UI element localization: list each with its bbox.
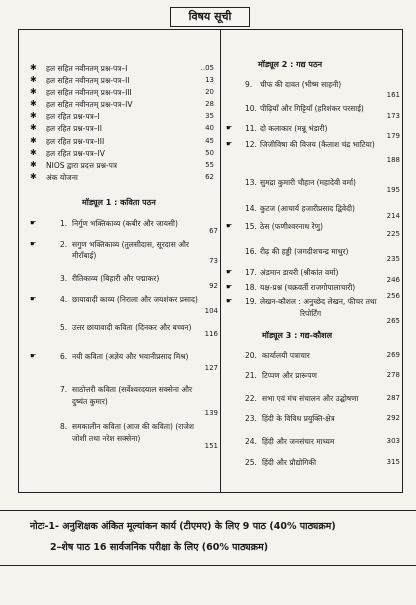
toc-entry-text: NIOS द्वारा प्रदत्त प्रश्न-पत्र — [46, 161, 118, 170]
lesson-title: टिप्पण और प्रारूपण — [262, 371, 317, 380]
lesson-title: छायावादी काव्य (निराला और जयशंकर प्रसाद) — [72, 295, 198, 304]
lesson-number: 6. — [60, 352, 68, 361]
star-icon: ✱ — [30, 148, 37, 157]
toc-entry-page: 55 — [205, 161, 214, 169]
lesson-title: जिजीविषा की विजय (कैलाश चंद्र भाटिया) — [260, 140, 375, 149]
lesson-number: 4. — [60, 295, 68, 304]
pointing-hand-icon: ☛ — [226, 124, 233, 132]
lesson-number: 20. — [245, 351, 257, 360]
toc-entry-page: 13 — [205, 76, 214, 84]
lesson-number: 2. — [60, 240, 68, 249]
star-icon: ✱ — [30, 136, 37, 145]
star-icon: ✱ — [30, 87, 37, 96]
note-divider-top — [0, 510, 416, 511]
lesson-page: 92 — [209, 282, 218, 290]
pointing-hand-icon: ☛ — [30, 240, 37, 248]
lesson-page: 303 — [386, 437, 400, 445]
column-divider — [220, 29, 221, 493]
lesson-number: 23. — [245, 414, 257, 423]
module-2-heading: मॉड्यूल 2 : गद्य पठन — [258, 60, 323, 69]
lesson-page: 73 — [209, 257, 218, 265]
lesson-title: अंडमान डायरी (श्रीकांत वर्मा) — [260, 268, 339, 277]
lesson-page: 235 — [386, 255, 400, 263]
lesson-number: 15. — [245, 222, 257, 231]
lesson-number: 21. — [245, 371, 257, 380]
toc-entry-page: 45 — [205, 137, 214, 145]
pointing-hand-icon: ☛ — [226, 297, 233, 305]
lesson-page: 104 — [204, 307, 218, 315]
lesson-title: सुमद्रा कुमारी चौहान (महादेवी वर्मा) — [260, 178, 356, 187]
star-icon: ✱ — [30, 160, 37, 169]
lesson-page: 315 — [386, 458, 400, 466]
toc-entry-text: हल सहित नवीनतम् प्रश्न-पत्र–III — [46, 88, 132, 97]
lesson-page: 246 — [386, 276, 400, 284]
pointing-hand-icon: ☛ — [226, 268, 233, 276]
lesson-title: साठोत्तरी कविता (सर्वेश्वरदयाल सक्सेना और — [72, 385, 193, 394]
toc-entry-page: 20 — [205, 88, 214, 96]
star-icon: ✱ — [30, 172, 37, 181]
lesson-title: मीराँबाई) — [72, 251, 97, 260]
lesson-number: 5. — [60, 323, 68, 332]
lesson-page: 225 — [386, 230, 400, 238]
lesson-title: निर्गुण भक्तिकाव्य (कबीर और जायसी) — [72, 219, 178, 228]
lesson-number: 8. — [60, 422, 68, 431]
toc-title: विषय सूची — [170, 7, 250, 27]
toc-entry-page: 62 — [205, 173, 214, 181]
toc-entry-text: हल रहित प्रश्न-पत्र–I — [46, 112, 100, 121]
note-line-1: नोटः-1- अनुशिक्षक अंकित मूल्यांकन कार्य (टीएमए) के लिए 9 पाठ (40% पाठ्यक्रम) — [30, 521, 336, 532]
lesson-page: 127 — [204, 364, 218, 372]
module-3-heading: मॉड्यूल 3 : गद्य-कौशल — [262, 331, 333, 340]
lesson-page: 116 — [204, 330, 218, 338]
lesson-page: 265 — [386, 317, 400, 325]
lesson-number: 17. — [245, 268, 257, 277]
pointing-hand-icon: ☛ — [226, 283, 233, 291]
lesson-page: 151 — [204, 442, 218, 450]
lesson-title: रीतिकाव्य (बिहारी और पद्माकर) — [72, 274, 160, 283]
lesson-number: 14. — [245, 204, 257, 213]
toc-entry-page: 28 — [205, 100, 214, 108]
lesson-title: लेखन-कौशल : अनुच्छेद लेखन, फीचर तथा — [260, 297, 377, 306]
toc-entry-page: 35 — [205, 112, 214, 120]
star-icon: ✱ — [30, 63, 37, 72]
lesson-title: नयी कविता (अज्ञेय और भवानीप्रसाद मिश्र) — [72, 352, 189, 361]
note-line-2: 2–शेष पाठ 16 सार्वजनिक परीक्षा के लिए (60% पाठ्यक्रम) — [50, 542, 269, 553]
toc-entry-page: 50 — [205, 149, 214, 157]
lesson-title: रिपोर्टिंग — [300, 309, 322, 318]
lesson-page: 292 — [386, 414, 400, 422]
pointing-hand-icon: ☛ — [226, 140, 233, 148]
lesson-title: यक्ष-प्रश्न (चक्रवर्ती राजगोपालाचारी) — [260, 283, 356, 292]
lesson-number: 11. — [245, 124, 257, 133]
lesson-page: 179 — [386, 132, 400, 140]
lesson-number: 9. — [245, 80, 253, 89]
pointing-hand-icon: ☛ — [30, 352, 37, 360]
toc-entry-text: हल सहित नवीनतम् प्रश्न-पत्र–II — [46, 76, 130, 85]
toc-entry-text: हल रहित प्रश्न-पत्र–III — [46, 137, 105, 146]
lesson-title: दुष्यंत कुमार) — [72, 397, 108, 406]
toc-entry-text: हल सहित नवीनतम् प्रश्न-पत्र–IV — [46, 100, 133, 109]
lesson-page: 287 — [386, 394, 400, 402]
lesson-number: 16. — [245, 247, 257, 256]
lesson-title: समकालीन कविता (आज की कविता) (राजेश — [72, 422, 194, 431]
toc-entry-page: 40 — [205, 124, 214, 132]
lesson-title: चीफ की दावत (भीष्म साहनी) — [260, 80, 342, 89]
lesson-page: 188 — [386, 156, 400, 164]
lesson-page: 256 — [386, 292, 400, 300]
star-icon: ✱ — [30, 111, 37, 120]
lesson-number: 3. — [60, 274, 68, 283]
lesson-title: सभा एवं मंच संचालन और उद्घोषणा — [262, 394, 359, 403]
lesson-page: 269 — [386, 351, 400, 359]
lesson-page: 161 — [386, 91, 400, 99]
star-icon: ✱ — [30, 75, 37, 84]
lesson-title: सगुण भक्तिकाव्य (तुलसीदास, सूरदास और — [72, 240, 189, 249]
lesson-title: कार्यालयी पत्राचार — [262, 351, 310, 360]
lesson-title: ठेस (फणीश्वरनाथ रेणु) — [260, 222, 324, 231]
pointing-hand-icon: ☛ — [30, 219, 37, 227]
lesson-title: हिंदी के विविध प्रयुक्ति-क्षेत्र — [262, 414, 335, 423]
lesson-page: 67 — [209, 227, 218, 235]
lesson-number: 7. — [60, 385, 68, 394]
lesson-page: 173 — [386, 112, 400, 120]
star-icon: ✱ — [30, 99, 37, 108]
lesson-title: जोशी तथा नरेश सक्सेना) — [72, 434, 141, 443]
lesson-number: 10. — [245, 104, 257, 113]
lesson-page: 195 — [386, 186, 400, 194]
lesson-title: उत्तर छायावादी कविता (दिनकर और बच्चन) — [72, 323, 192, 332]
lesson-page: 214 — [386, 212, 400, 220]
lesson-title: कुटज (आचार्य हजारीप्रसाद द्विवेदी) — [260, 204, 355, 213]
lesson-title: दो कलाकार (मन्नू भंडारी) — [260, 124, 328, 133]
lesson-number: 1. — [60, 219, 68, 228]
toc-entry-text: अंक योजना — [46, 173, 78, 182]
toc-entry-text: हल रहित प्रश्न-पत्र–II — [46, 124, 102, 133]
pointing-hand-icon: ☛ — [226, 222, 233, 230]
toc-entry-page: ..05 — [200, 64, 214, 72]
lesson-number: 22. — [245, 394, 257, 403]
pointing-hand-icon: ☛ — [30, 295, 37, 303]
lesson-number: 25. — [245, 458, 257, 467]
toc-entry-text: हल रहित प्रश्न-पत्र–IV — [46, 149, 105, 158]
lesson-title: हिंदी और जनसंचार माध्यम — [262, 437, 335, 446]
lesson-title: पीढ़ियाँ और गिट्टियाँ (हरिशंकर परसाई) — [260, 104, 364, 113]
lesson-page: 278 — [386, 371, 400, 379]
module-1-heading: मॉड्यूल 1 : कविता पठन — [82, 198, 156, 207]
note-divider-bottom — [0, 565, 416, 566]
star-icon: ✱ — [30, 123, 37, 132]
lesson-page: 139 — [204, 409, 218, 417]
lesson-number: 12. — [245, 140, 257, 149]
lesson-title: रीढ़ की हड्डी (जगदीशचन्द्र माथुर) — [260, 247, 349, 256]
lesson-number: 13. — [245, 178, 257, 187]
toc-entry-text: हल सहित नवीनतम् प्रश्न-पत्र–I — [46, 64, 128, 73]
lesson-number: 18. — [245, 283, 257, 292]
lesson-number: 19. — [245, 297, 257, 306]
lesson-number: 24. — [245, 437, 257, 446]
lesson-title: हिंदी और प्रौद्योगिकी — [262, 458, 317, 467]
